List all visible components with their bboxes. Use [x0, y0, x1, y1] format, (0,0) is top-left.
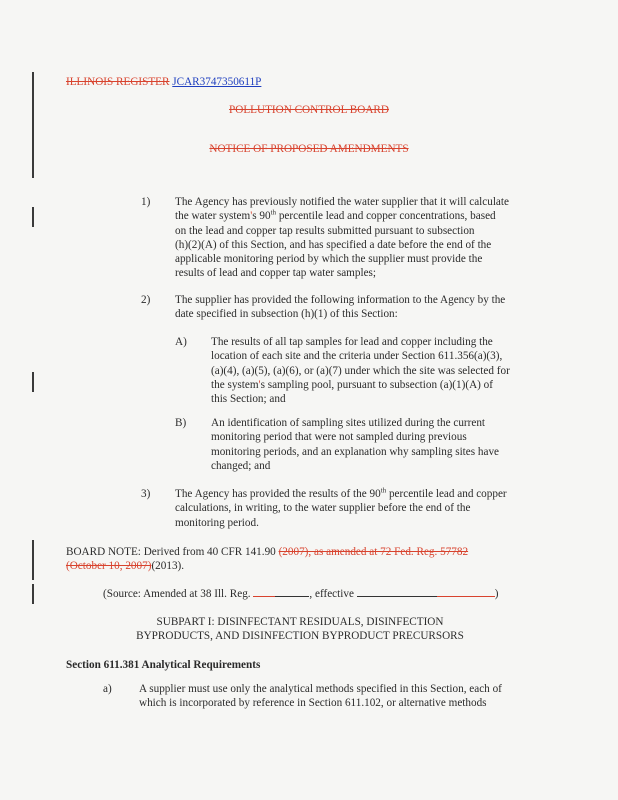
- text-span: the water system: [175, 210, 251, 223]
- superscript: th: [380, 486, 387, 495]
- text-line: changed; and: [211, 459, 271, 472]
- text-line: monitoring period.: [175, 516, 259, 529]
- text-line: [175, 487, 575, 501]
- text-span: The Agency has provided the results of the 90: [175, 488, 381, 500]
- text-line: which is incorporated by reference in Section 611.102, or alternative methods: [139, 697, 487, 710]
- text-span: s sampling pool, pursuant to subsection (a)(1)(A) of: [260, 378, 493, 391]
- text-line: [211, 378, 581, 392]
- board-title: POLLUTION CONTROL BOARD: [229, 104, 389, 116]
- text-line: on the lead and copper tap results submitted pursuant to subsection: [175, 224, 475, 237]
- register-struck: ILLINOIS REGISTER: [66, 76, 170, 88]
- item-b-text: [211, 416, 581, 473]
- text-span: (2013).: [151, 560, 185, 573]
- text-line: monitoring period that were not sampled during previous: [211, 431, 467, 444]
- deleted-blank: [253, 586, 275, 597]
- text-line: (a)(4), (a)(5), (a)(6), or (a)(7) under which the site was selected for: [211, 364, 510, 377]
- text-line: A supplier must use only the analytical methods specified in this Section, each of: [139, 683, 502, 695]
- item-3-text: [175, 487, 575, 530]
- item-1-text: [175, 195, 575, 281]
- text-line: An identification of sampling sites utilized during the current: [211, 417, 486, 429]
- struck-text: (2007), as amended at 72 Fed. Reg. 57782: [278, 546, 469, 558]
- text-span: ): [494, 588, 499, 600]
- register-code: JCAR3747350611P: [172, 76, 262, 88]
- text-line: (h)(2)(A) of this Section, and has specified a date before the end of the: [175, 238, 492, 251]
- blank-line: [357, 586, 437, 597]
- text-line: monitoring periods, and an explanation why sampling sites have: [211, 445, 500, 458]
- text-line: [175, 209, 575, 223]
- text-line: The Agency has previously notified the water supplier that it will calculate: [175, 196, 509, 208]
- item-a-text: [211, 335, 581, 406]
- source-line: [103, 586, 583, 601]
- text-line: [66, 545, 566, 559]
- inserted-blank: [437, 586, 495, 597]
- text-line: this Section; and: [211, 393, 286, 406]
- item-number: 2): [141, 294, 151, 306]
- subpart-heading: [0, 615, 600, 644]
- board-note: [66, 545, 566, 574]
- change-bar: [32, 72, 34, 178]
- text-line: The supplier has provided the following information to the Agency by the: [175, 294, 506, 306]
- inserted-mark: ': [258, 378, 261, 391]
- text-line: The results of all tap samples for lead and copper including the: [211, 336, 493, 348]
- change-bar: [32, 540, 34, 580]
- inserted-mark: ': [250, 210, 253, 223]
- item-number: B): [175, 417, 187, 429]
- change-bar: [32, 207, 34, 227]
- struck-text: (October 10, 2007): [66, 560, 152, 573]
- item-number: A): [175, 336, 187, 348]
- item-number: 1): [141, 196, 151, 208]
- item-number: a): [103, 683, 112, 695]
- text-line: results of lead and copper tap water samples;: [175, 267, 376, 280]
- text-span: percentile lead and copper concentrations, based: [276, 210, 496, 223]
- item-2-text: [175, 293, 575, 322]
- change-bar: [32, 584, 34, 604]
- section-heading: Section 611.381 Analytical Requirements: [66, 659, 261, 671]
- text-line: calculations, in writing, to the water supplier before the end of the: [175, 502, 471, 515]
- superscript: th: [270, 208, 277, 217]
- text-span: the system: [211, 378, 259, 391]
- text-span: , effective: [309, 588, 357, 600]
- register-header: [66, 75, 261, 89]
- text-span: s 90: [252, 210, 271, 223]
- item-number: 3): [141, 488, 151, 500]
- section-a-text: [139, 682, 579, 711]
- notice-title: NOTICE OF PROPOSED AMENDMENTS: [209, 143, 409, 155]
- text-span: (Source: Amended at 38 Ill. Reg.: [103, 588, 254, 600]
- text-span: percentile lead and copper: [386, 488, 507, 500]
- text-line: applicable monitoring period by which the supplier must provide the: [175, 253, 483, 266]
- text-line: BYPRODUCTS, AND DISINFECTION BYPRODUCT PRECURSORS: [136, 630, 464, 643]
- text-line: date specified in subsection (h)(1) of this Section:: [175, 308, 398, 321]
- text-line: SUBPART I: DISINFECTANT RESIDUALS, DISINFECTION: [156, 616, 444, 628]
- blank-line: [275, 586, 309, 597]
- text-span: BOARD NOTE: Derived from 40 CFR 141.90: [66, 546, 279, 558]
- text-line: location of each site and the criteria under Section 611.356(a)(3),: [211, 350, 503, 363]
- text-line: [66, 559, 566, 573]
- change-bar: [32, 372, 34, 392]
